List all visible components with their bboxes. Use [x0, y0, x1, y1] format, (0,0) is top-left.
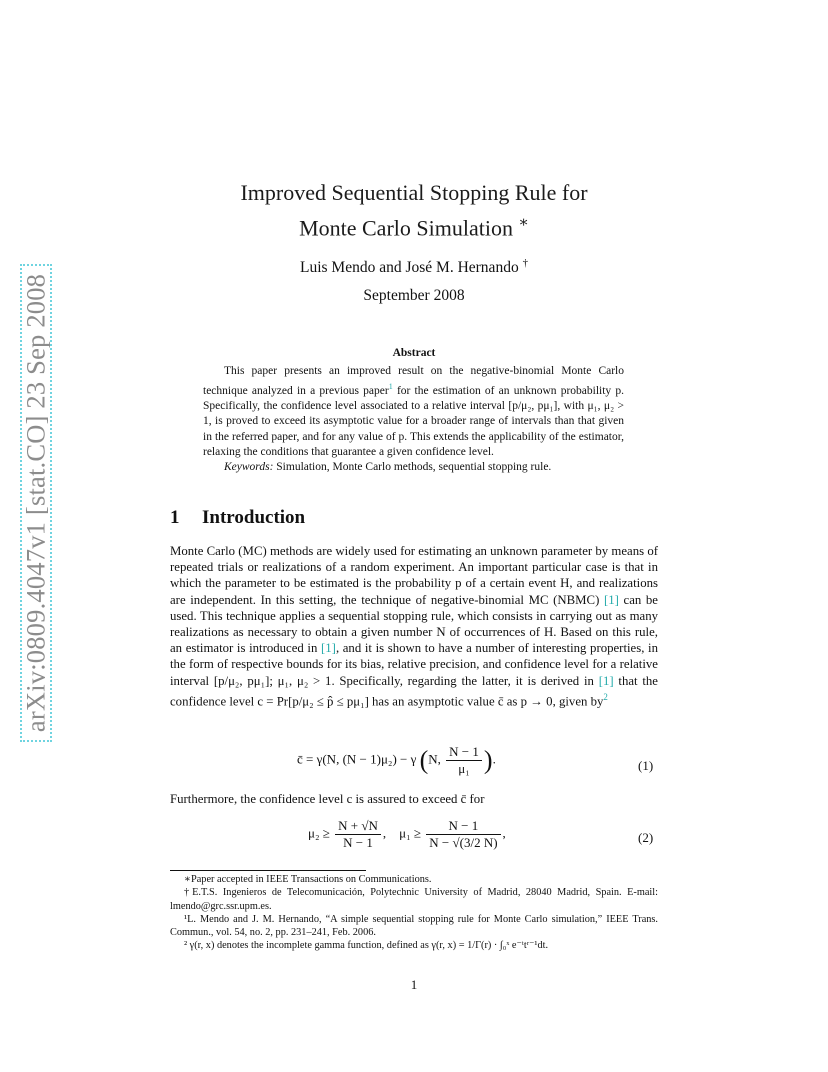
section-heading	[170, 507, 305, 529]
keywords-label: Keywords:	[224, 461, 274, 474]
footnote-item: ∗Paper accepted in IEEE Transactions on Communications.	[184, 874, 432, 885]
section-number: 1	[170, 507, 180, 528]
equation-2-lhs-1: μ₂ ≥	[308, 825, 330, 841]
equation-2-numerator-1: N + √N	[335, 818, 381, 835]
citation-link[interactable]: [1]	[321, 641, 336, 656]
citation-link[interactable]: [1]	[598, 673, 614, 688]
equation-2-denominator-2: N − √(3/2 N)	[429, 835, 498, 850]
close-paren: )	[483, 745, 493, 775]
date: September 2008	[363, 287, 465, 304]
footnote-item: ² γ(r, x) denotes the incomplete gamma function, defined as γ(r, x) = 1/Γ(r) · ∫₀ˣ e⁻ᵗtʳ⁻¹dt.	[184, 940, 549, 952]
equation-1-left: c̄ = γ(N, (N − 1)μ₂) − γ	[297, 751, 417, 767]
footnote-ref[interactable]: 2	[603, 691, 608, 702]
furthermore-text: Furthermore, the confidence level c is assured to exceed c̄ for	[170, 792, 485, 806]
equation-2-separator: ,	[382, 825, 387, 841]
keywords	[203, 460, 624, 475]
abstract	[203, 364, 624, 475]
paper-title-line-2	[164, 208, 664, 243]
paper-title-line-2-text: Monte Carlo Simulation	[299, 215, 513, 241]
equation-1-denominator: μ₁	[458, 761, 470, 776]
paper-title-line-1: Improved Sequential Stopping Rule for	[240, 180, 588, 205]
equation-2-fraction-2	[426, 818, 500, 851]
keywords-text: Simulation, Monte Carlo methods, sequential stopping rule.	[273, 461, 552, 474]
footnote-item: †E.T.S. Ingenieros de Telecomunicación, Polytechnic University of Madrid, 28040 Madrid, Spain. E-mail: lmendo@grc.ssr.upm.es.	[170, 887, 658, 912]
equation-1-tail: .	[492, 751, 496, 767]
footnotes	[170, 873, 658, 953]
equation-2-denominator-1: N − 1	[343, 835, 373, 850]
intro-text-1: Monte Carlo (MC) methods are widely used for estimating an unknown parameter by means of repeated trials or realizations of a random experiment. An important particular case is that in which the parameter to be estimated is the probability p of a certain event H, and realizations are independent. In this setting, the technique of negative-binomial MC (NBMC)	[170, 544, 658, 607]
intro-text-3: , and it is shown to have a number of interesting properties, in the form of respective bounds for its bias, relative precision, and confidence level for a relative interval [p/μ₂, pμ₁]; μ₁, μ₂ > 1. Specifically, regarding the latter, it is derived in	[170, 641, 658, 688]
authors-text: Luis Mendo and José M. Hernando	[300, 259, 519, 277]
equation-1-fraction	[446, 744, 482, 777]
title-footnote-mark: ∗	[518, 214, 529, 231]
equation-1-number: (1)	[638, 758, 654, 773]
equation-2-number: (2)	[638, 830, 654, 845]
abstract-heading: Abstract	[392, 347, 436, 359]
equation-2	[308, 818, 506, 851]
abstract-text-2: for the estimation of an unknown probability p. Specifically, the confidence level associated to a relative interval [p/μ₂, pμ₁], with μ₁, μ₂ > 1, is proved to exceed its asymptotic value for a broader range of intervals than that given in the referred paper, and for any value of p. This extends the applicability of the estimator, relaxing the conditions that guarantee a given confidence level.	[203, 385, 624, 458]
equation-1-numerator: N − 1	[446, 744, 482, 761]
page-number: 1	[410, 977, 418, 992]
equation-2-lhs-2: μ₁ ≥	[399, 825, 422, 841]
authors	[164, 257, 664, 277]
equation-2-fraction-1	[335, 818, 381, 851]
footnote-rule	[170, 870, 366, 871]
abstract-footnote-ref[interactable]: 1	[388, 382, 393, 392]
arxiv-identifier-box	[20, 264, 52, 742]
citation-link[interactable]: [1]	[603, 592, 619, 607]
intro-text-2: can be used. This technique applies a sequential stopping rule, which consists in carrying out as many realizations as necessary to obtain a given number N of occurrences of H. Based on this rule, an estimator is introduced in	[170, 592, 658, 656]
footnote-item: ¹L. Mendo and J. M. Hernando, “A simple sequential stopping rule for Monte Carlo simulation,” IEEE Trans. Commun., vol. 54, no. 2, pp. 231–241, Feb. 2006.	[170, 913, 658, 939]
introduction-paragraph	[170, 543, 658, 709]
abstract-paragraph	[203, 364, 624, 460]
open-paren: (	[419, 745, 429, 775]
equation-2-tail: ,	[502, 825, 506, 841]
arxiv-identifier: arXiv:0809.4047v1 [stat.CO] 23 Sep 2008	[20, 273, 51, 733]
equation-1	[297, 744, 496, 777]
intro-text-4: that the confidence level c = Pr[p/μ₂ ≤ p̂ ≤ pμ₁] has an asymptotic value c̄ as p → 0, given by	[170, 673, 658, 709]
equation-1-arg: N,	[428, 751, 441, 767]
abstract-text-1: This paper presents an improved result on the negative-binomial Monte Carlo technique analyzed in a previous paper	[203, 365, 624, 398]
section-title: Introduction	[202, 507, 306, 528]
equation-2-numerator-2: N − 1	[426, 818, 500, 835]
authors-footnote-mark: †	[522, 257, 528, 269]
